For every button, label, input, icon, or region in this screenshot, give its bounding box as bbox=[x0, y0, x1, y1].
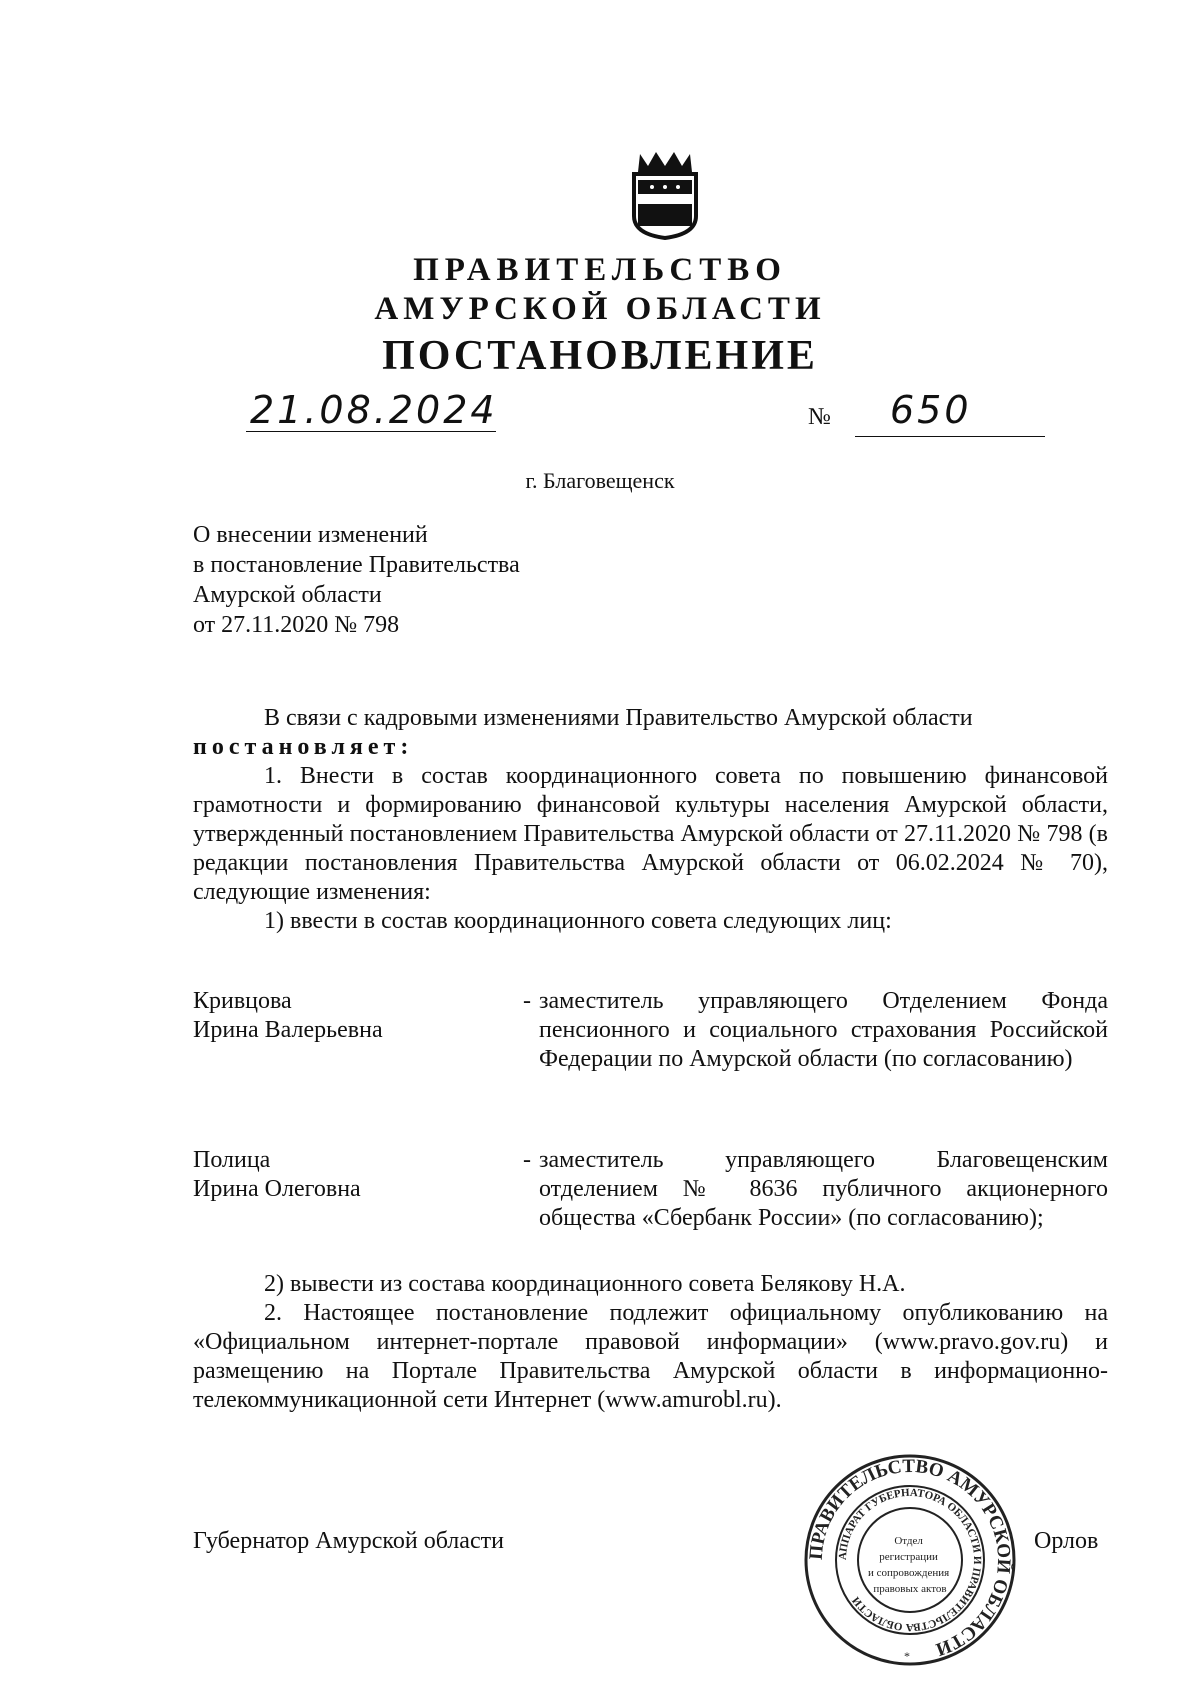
stamp-outer-text: ПРАВИТЕЛЬСТВО АМУРСКОЙ ОБЛАСТИ bbox=[805, 1455, 1015, 1660]
person-role: заместитель управляющего Отделением Фонда пенсионного и социального страхования Российской Федерации по Амурской области (по согласованию) bbox=[539, 988, 1108, 1072]
person-name bbox=[193, 987, 493, 1045]
stamp-center-line: Отдел bbox=[894, 1535, 923, 1547]
person-role: заместитель управляющего Благовещенским отделением № 8636 публичного акционерного общества «Сбербанк России» (по согласованию); bbox=[539, 1147, 1108, 1231]
document-type-title: ПОСТАНОВЛЕНИЕ bbox=[382, 333, 818, 379]
person-name bbox=[193, 1146, 493, 1204]
person-surname: Кривцова bbox=[193, 988, 292, 1014]
document-number: 650 bbox=[890, 388, 972, 432]
government-title: ПРАВИТЕЛЬСТВО bbox=[413, 252, 787, 288]
closing-section bbox=[193, 1270, 1108, 1415]
number-underline bbox=[855, 436, 1045, 437]
stamp-center-line: правовых актов bbox=[873, 1583, 947, 1595]
person-dash: - bbox=[523, 1147, 531, 1173]
signatory-position: Губернатор Амурской области bbox=[193, 1528, 504, 1554]
stamp-center-line: и сопровождения bbox=[868, 1567, 950, 1579]
subject-line: от 27.11.2020 № 798 bbox=[193, 612, 400, 638]
date-underline bbox=[246, 431, 496, 432]
signatory-surname: Орлов bbox=[1034, 1528, 1099, 1554]
subitem-1-paragraph: 1) ввести в состав координационного совета следующих лиц: bbox=[264, 908, 892, 934]
person-dash: - bbox=[523, 988, 531, 1014]
decides-word: постановляет: bbox=[193, 734, 414, 760]
stamp-star: * bbox=[904, 1649, 910, 1663]
stamp-center-line: регистрации bbox=[879, 1551, 938, 1563]
document-subject bbox=[193, 520, 520, 640]
number-label: № bbox=[808, 404, 831, 430]
subject-line: в постановление Правительства bbox=[193, 552, 520, 578]
person-given-names: Ирина Олеговна bbox=[193, 1176, 361, 1202]
person-given-names: Ирина Валерьевна bbox=[193, 1017, 383, 1043]
subject-line: Амурской области bbox=[193, 582, 382, 608]
person-surname: Полица bbox=[193, 1147, 271, 1173]
region-title: АМУРСКОЙ ОБЛАСТИ bbox=[374, 291, 826, 327]
document-date: 21.08.2024 bbox=[250, 388, 498, 432]
official-stamp bbox=[800, 1450, 1020, 1670]
svg-text:Отдел регистрации bbox=[868, 1535, 952, 1595]
stamp-inner-text: АППАРАТ ГУБЕРНАТОРА ОБЛАСТИ И ПРАВИТЕЛЬСТВА ОБЛАСТИ bbox=[836, 1486, 984, 1634]
subitem-2-paragraph: 2) вывести из состава координационного совета Белякову Н.А. bbox=[264, 1271, 906, 1297]
item-1-paragraph: 1. Внести в состав координационного совета по повышению финансовой грамотности и формированию финансовой культуры населения Амурской области, утвержденный постановлением Правительства Амурской области от 27.11.2020 № 798 (в редакции постановления Правительства Амурской области от 06.02.2024 № 70), следующие изменения: bbox=[193, 763, 1108, 905]
coat-of-arms-emblem bbox=[626, 146, 704, 240]
city-name: г. Благовещенск bbox=[525, 468, 675, 493]
item-2-paragraph: 2. Настоящее постановление подлежит официальному опубликованию на «Официальном интернет-портале правовой информации» (www.pravo.gov.ru) и размещению на Портале Правительства Амурской области в информационно-телекоммуникационной сети Интернет (www.amurobl.ru). bbox=[193, 1300, 1108, 1413]
document-body bbox=[193, 704, 1108, 936]
subject-line: О внесении изменений bbox=[193, 522, 428, 548]
intro-paragraph: В связи с кадровыми изменениями Правительство Амурской области bbox=[264, 705, 973, 731]
